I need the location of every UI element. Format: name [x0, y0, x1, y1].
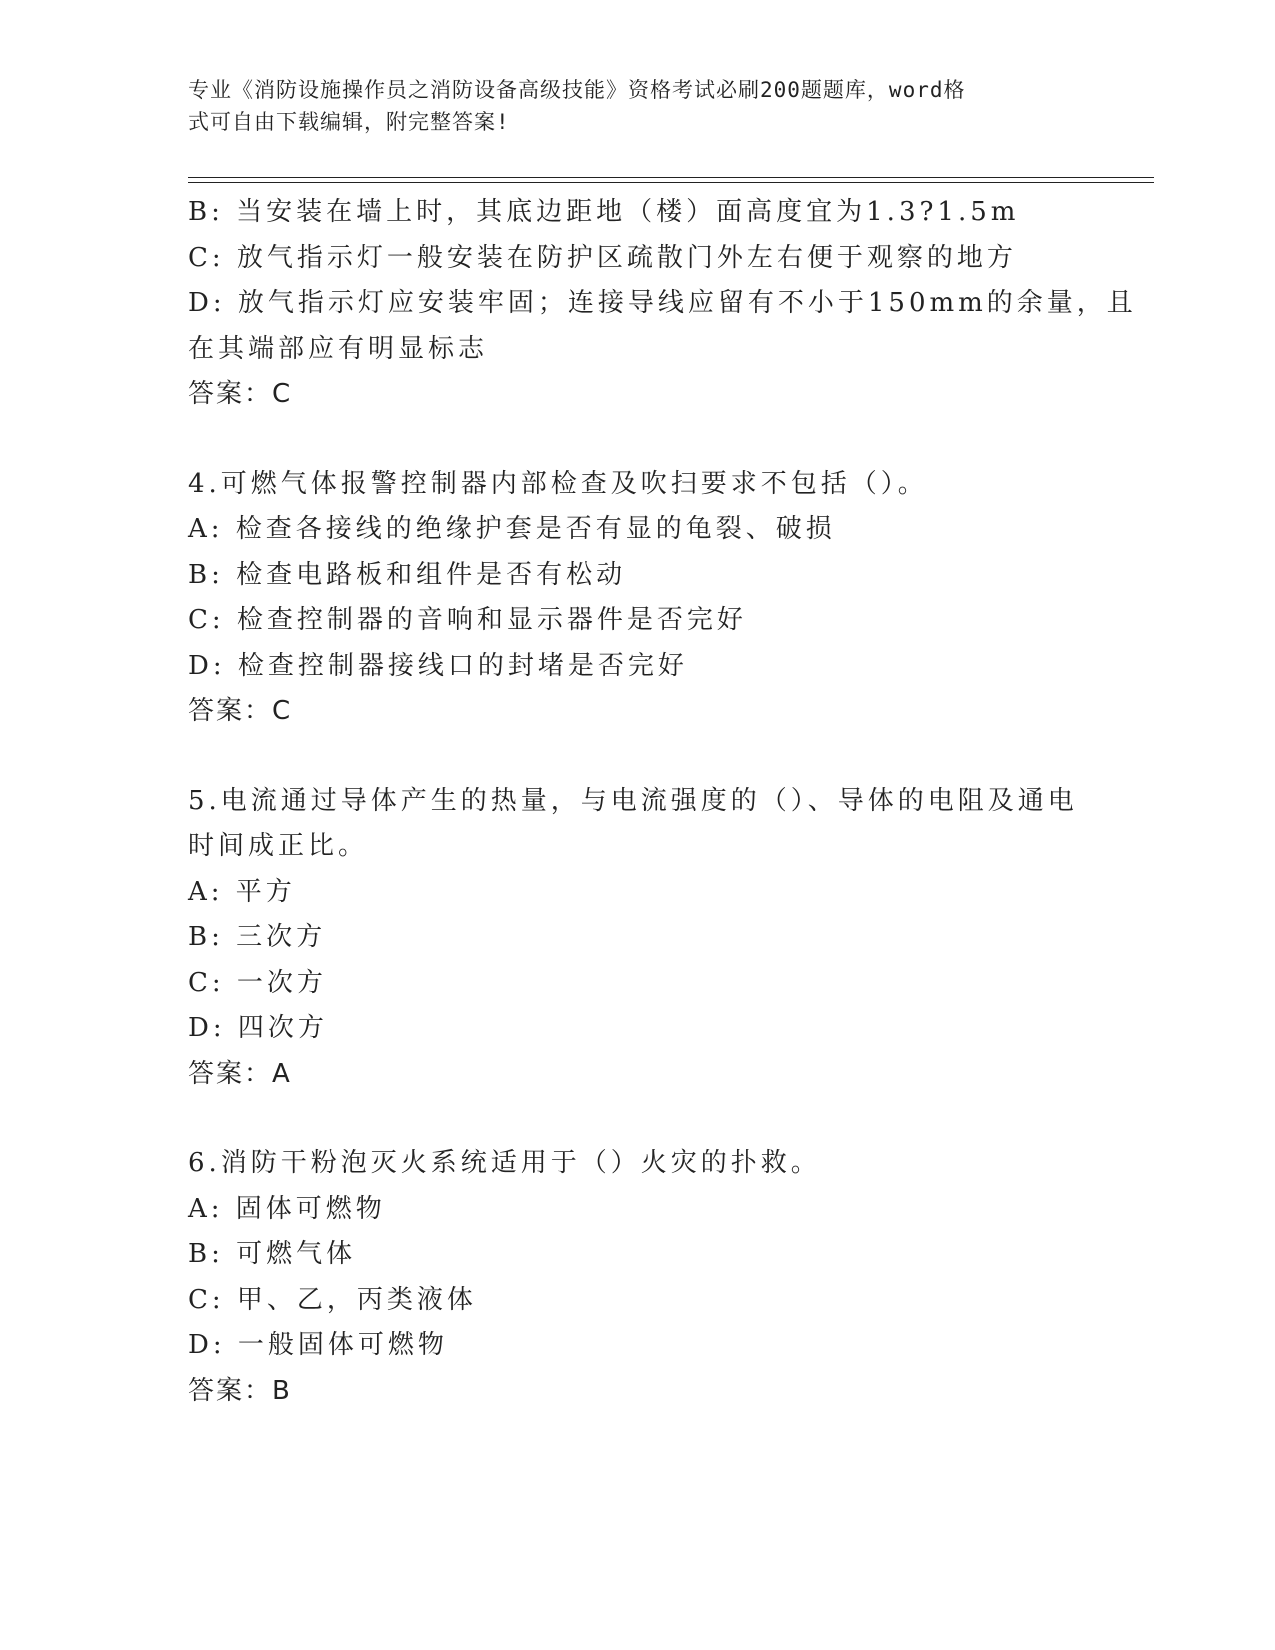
question-5 — [188, 779, 1088, 1098]
option-a: A: 检查各接线的绝缘护套是否有显的龟裂、破损 — [188, 514, 836, 544]
option-a: A: 平方 — [188, 876, 296, 907]
question-text: 4.可燃气体报警控制器内部检查及吹扫要求不包括（）。 — [188, 468, 928, 499]
answer: 答案：C — [188, 696, 293, 726]
option-c: C: 甲、乙，丙类液体 — [188, 1284, 477, 1315]
document-header — [188, 74, 1078, 138]
option-c: C: 放气指示灯一般安装在防护区疏散门外左右便于观察的地方 — [188, 242, 1017, 273]
option-c: C: 检查控制器的音响和显示器件是否完好 — [188, 605, 747, 635]
option-b: B: 当安装在墙上时，其底边距地（楼）面高度宜为1.3?1.5m — [188, 197, 1020, 227]
question-text-continued: 时间成正比。 — [188, 831, 369, 861]
option-d: D: 检查控制器接线口的封堵是否完好 — [188, 650, 688, 681]
answer: 答案：B — [188, 1375, 292, 1406]
option-d: D: 四次方 — [188, 1013, 328, 1043]
option-b: B: 可燃气体 — [188, 1239, 357, 1269]
option-d: D: 放气指示灯应安装牢固；连接导线应留有不小于150mm的余量，且 — [188, 288, 1137, 318]
option-d-continued: 在其端部应有明显标志 — [188, 333, 489, 364]
question-3 — [188, 190, 1137, 418]
header-divider-bottom — [188, 182, 1154, 183]
header-line-1: 专业《消防设施操作员之消防设备高级技能》资格考试必刷200题题库，word格 — [188, 78, 966, 102]
header-line-2: 式可自由下载编辑，附完整答案! — [188, 110, 510, 134]
answer: 答案：A — [188, 1058, 292, 1089]
question-text: 5.电流通过导体产生的热量，与电流强度的（）、导体的电阻及通电 — [188, 785, 1078, 816]
option-c: C: 一次方 — [188, 967, 327, 998]
question-text: 6.消防干粉泡灭火系统适用于（）火灾的扑救。 — [188, 1148, 821, 1178]
option-a: A: 固体可燃物 — [188, 1193, 386, 1224]
option-d: D: 一般固体可燃物 — [188, 1330, 448, 1360]
header-divider-top — [188, 177, 1154, 178]
question-list — [188, 190, 1137, 1414]
question-4 — [188, 462, 1088, 735]
option-b: B: 三次方 — [188, 922, 327, 952]
answer: 答案：C — [188, 379, 293, 409]
question-6 — [188, 1141, 1088, 1414]
option-b: B: 检查电路板和组件是否有松动 — [188, 559, 627, 590]
